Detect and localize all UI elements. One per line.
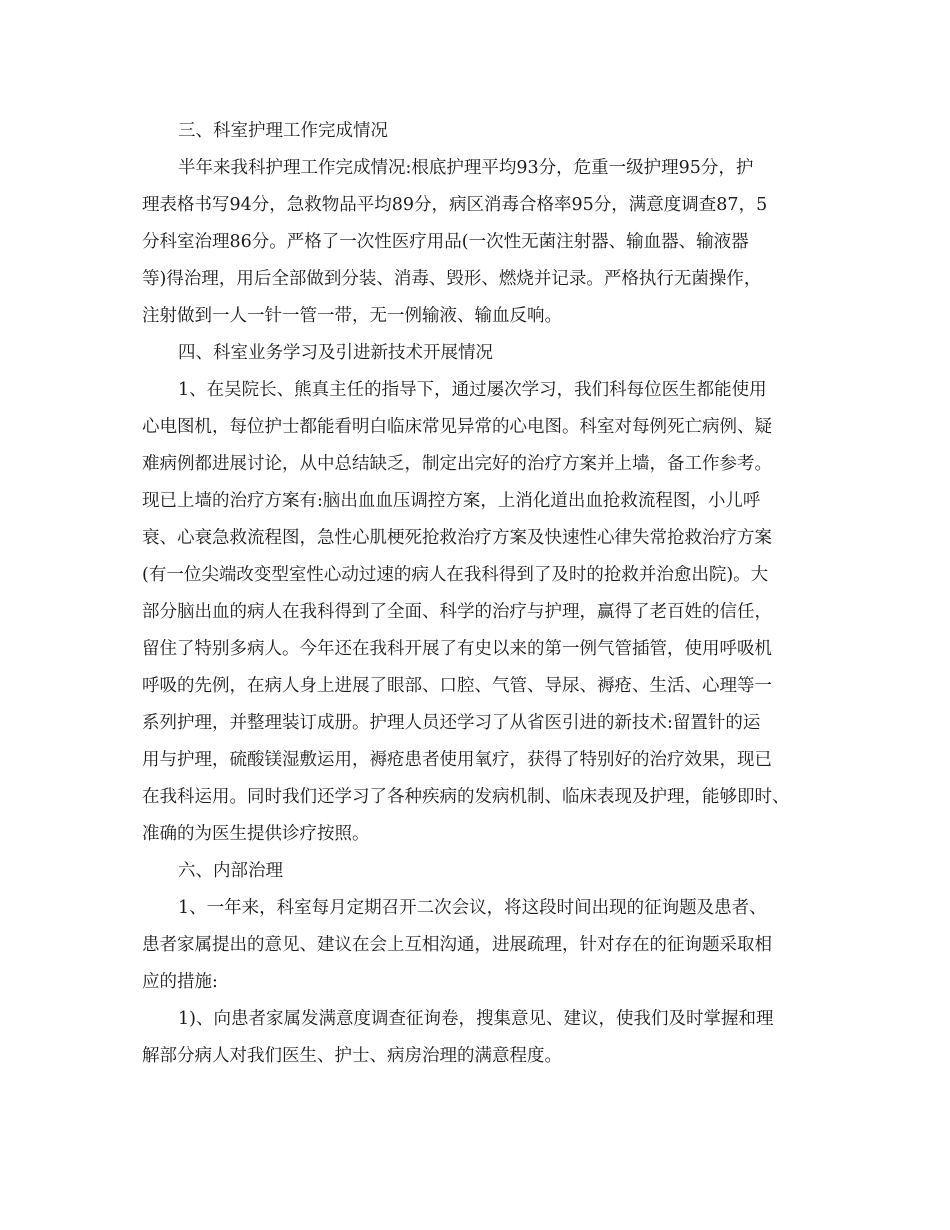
heading-internal-management: 六、内部治理 bbox=[178, 861, 283, 881]
paragraph-line: 半年来我科护理工作完成情况:根底护理平均93分，危重一级护理95分，护 bbox=[178, 158, 754, 178]
paragraph-line: 用与护理，硫酸镁湿敷运用，褥疮患者使用氧疗，获得了特别好的治疗效果，现已 bbox=[142, 750, 772, 770]
paragraph-line: 现已上墙的治疗方案有:脑出血血压调控方案，上消化道出血抢救流程图，小儿呼 bbox=[142, 491, 761, 511]
paragraph-line: 1)、向患者家属发满意度调查征询卷，搜集意见、建议，使我们及时掌握和理 bbox=[178, 1009, 774, 1029]
paragraph-line: 准确的为医生提供诊疗按照。 bbox=[142, 824, 370, 844]
paragraph-line: 分科室治理86分。严格了一次性医疗用品(一次性无菌注射器、输血器、输液器 bbox=[142, 232, 749, 252]
paragraph-line: 解部分病人对我们医生、护士、病房治理的满意程度。 bbox=[142, 1046, 562, 1066]
paragraph-line: 注射做到一人一针一管一带，无一例输液、输血反响。 bbox=[142, 306, 562, 326]
paragraph-line: 患者家属提出的意见、建议在会上互相沟通，进展疏理，针对存在的征询题采取相 bbox=[142, 935, 772, 955]
paragraph-line: 等)得治理，用后全部做到分装、消毒、毁形、燃烧并记录。严格执行无菌操作， bbox=[142, 269, 762, 289]
heading-study-new-tech: 四、科室业务学习及引进新技术开展情况 bbox=[178, 343, 493, 363]
paragraph-line: 在我科运用。同时我们还学习了各种疾病的发病机制、临床表现及护理，能够即时、 bbox=[142, 787, 790, 807]
paragraph-line: 1、在吴院长、熊真主任的指导下，通过屡次学习，我们科每位医生都能使用 bbox=[178, 380, 767, 400]
paragraph-line: 理表格书写94分，急救物品平均89分，病区消毒合格率95分，满意度调查87，5 bbox=[142, 195, 768, 215]
paragraph-line: 部分脑出血的病人在我科得到了全面、科学的治疗与护理，赢得了老百姓的信任， bbox=[142, 602, 772, 622]
paragraph-line: 呼吸的先例，在病人身上进展了眼部、口腔、气管、导尿、褥疮、生活、心理等一 bbox=[142, 676, 772, 696]
paragraph-line: 难病例都进展讨论，从中总结缺乏，制定出完好的治疗方案并上墙，备工作参考。 bbox=[142, 454, 772, 474]
paragraph-line: 1、一年来，科室每月定期召开二次会议，将这段时间出现的征询题及患者、 bbox=[178, 898, 767, 918]
paragraph-line: 衰、心衰急救流程图，急性心肌梗死抢救治疗方案及快速性心律失常抢救治疗方案 bbox=[142, 528, 772, 548]
paragraph-line: (有一位尖端改变型室性心动过速的病人在我科得到了及时的抢救并治愈出院)。大 bbox=[142, 565, 769, 585]
paragraph-line: 系列护理，并整理装订成册。护理人员还学习了从省医引进的新技术:留置针的运 bbox=[142, 713, 761, 733]
heading-nursing-completion: 三、科室护理工作完成情况 bbox=[178, 121, 388, 141]
paragraph-line: 留住了特别多病人。今年还在我科开展了有史以来的第一例气管插管，使用呼吸机 bbox=[142, 639, 772, 659]
paragraph-line: 心电图机，每位护士都能看明白临床常见异常的心电图。科室对每例死亡病例、疑 bbox=[142, 417, 772, 437]
paragraph-line: 应的措施: bbox=[142, 972, 218, 992]
